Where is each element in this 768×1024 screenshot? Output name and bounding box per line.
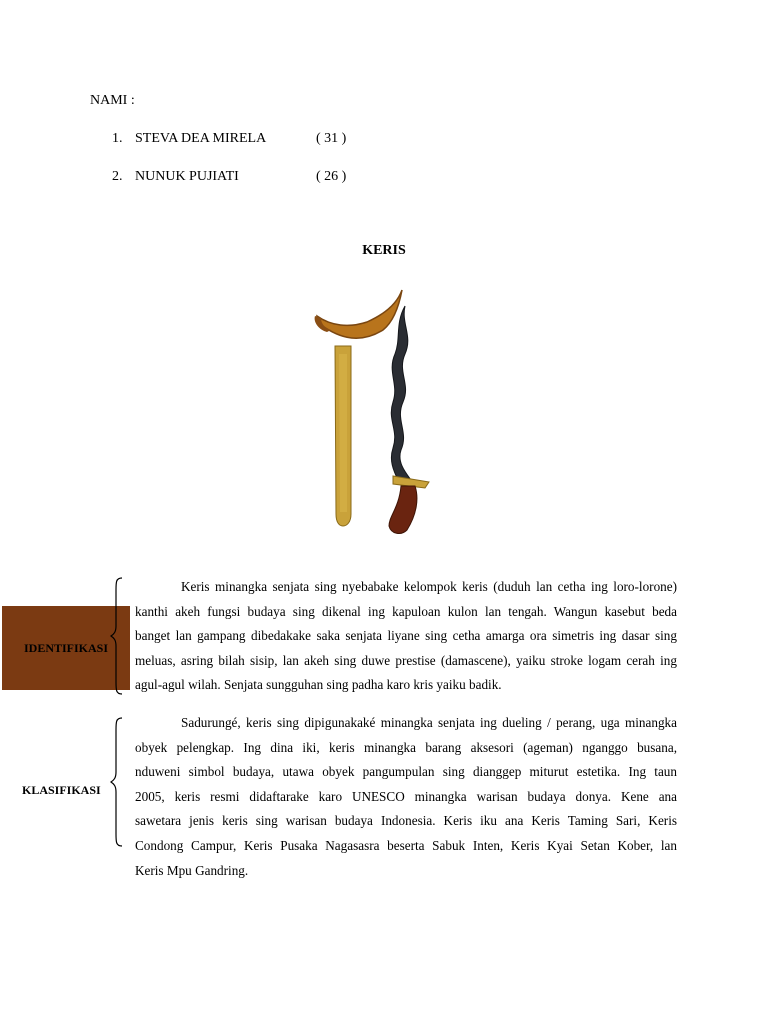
paragraph-line: nduweni simbol budaya, utawa obyek pangumpulan sing dianggep miturut estetika. Ing taun: [135, 764, 677, 780]
keris-blade: [391, 306, 411, 482]
section-label: IDENTIFIKASI: [23, 640, 109, 655]
keris-handle: [389, 486, 417, 533]
member-code: ( 31 ): [316, 131, 347, 146]
section-paragraph: [135, 575, 677, 698]
member-number: 1.: [112, 131, 123, 146]
paragraph-line: Sadurungé, keris sing dipigunakaké minangka senjata ing dueling / perang, uga minangka: [181, 715, 677, 730]
paragraph-line: obyek pelengkap. Ing dina iki, keris minangka barang aksesori (ageman) nganggo busana,: [135, 739, 677, 755]
sheath-top: [317, 290, 402, 338]
paragraph-line: 2005, keris resmi didaftarake karo UNESCO minangka warisan budaya donya. Kene ana: [135, 788, 677, 804]
member-name: NUNUK PUJIATI: [135, 169, 239, 184]
section-paragraph: [135, 711, 677, 883]
paragraph-line: sawetara jenis keris sing warisan budaya Indonesia. Keris iku ana Keris Taming Sari, Keris: [135, 813, 677, 829]
member-name: STEVA DEA MIRELA: [135, 131, 267, 146]
keris-image: [305, 284, 445, 544]
paragraph-line: Keris Mpu Gandring.: [135, 862, 249, 878]
paragraph-line: banget lan gampang dibedakake saka senjata liyane sing cetha amarga ora simetris ing dasar sing: [135, 628, 677, 644]
paragraph-line: agul-agul wilah. Senjata sungguhan sing padha karo kris yaiku badik.: [135, 677, 502, 693]
brace-icon: [110, 716, 124, 848]
paragraph-line: kanthi akeh fungsi budaya sing dikenal ing kapuloan kulon lan tengah. Wangun kasebut beda: [135, 603, 677, 619]
brace-icon: [110, 576, 124, 696]
names-label: NAMI :: [90, 93, 135, 108]
paragraph-line: Condong Campur, Keris Pusaka Nagasasra beserta Sabuk Inten, Keris Kyai Setan Kober, lan: [135, 837, 677, 853]
member-number: 2.: [112, 169, 123, 184]
section-label: KLASIFIKASI: [22, 783, 101, 797]
sheath-highlight: [339, 354, 347, 512]
paragraph-line: meluas, asring bilah sisip, lan akeh sing duwe prestise (damascene), yaiku stroke logam cerah ing: [135, 652, 677, 668]
document-title: KERIS: [362, 243, 406, 258]
paragraph-line: Keris minangka senjata sing nyebabake kelompok keris (duduh lan cetha ing loro-lorone): [181, 579, 677, 594]
member-code: ( 26 ): [316, 169, 347, 184]
